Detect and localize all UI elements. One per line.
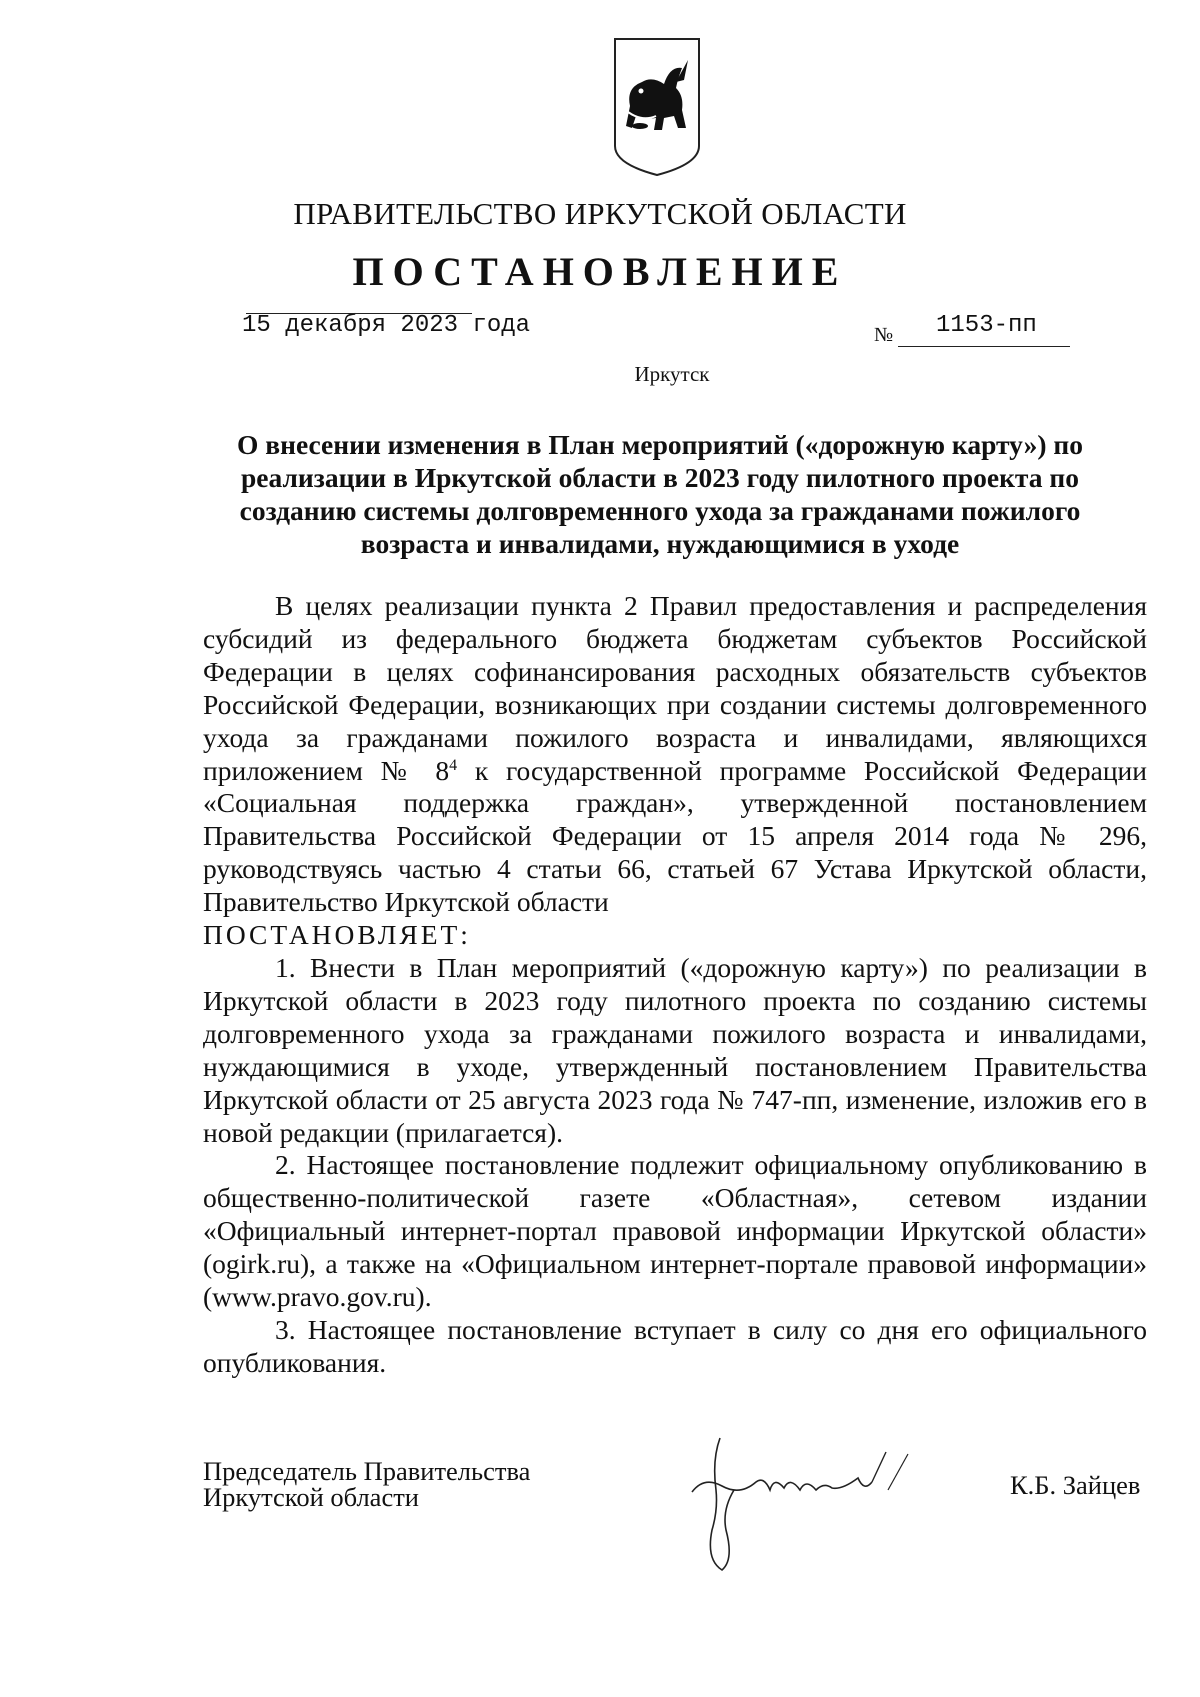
document-date: 15 декабря 2023 года [242,312,531,339]
number-sign: № [874,324,894,346]
position-line-2: Иркутской области [203,1482,419,1512]
preamble-text-1: В целях реализации пункта 2 Правил предоставления и распределения субсидий из федерального бюджета бюджетам субъектов Российской Федерации в целях софинансирования расходных обязательств субъектов Российской Федерации, возникающих при создании системы долговременного ухода за гражданами пожилого возраста и инвалидами, являющихся приложением № 8 [203,590,1147,786]
item-3: 3. Настоящее постановление вступает в силу со дня его официального опубликования. [203,1313,1147,1378]
signatory-position [203,1458,530,1510]
city: Иркутск [634,362,710,386]
document-number: 1153-пп [936,312,1037,339]
preamble-superscript: 4 [449,756,458,774]
document-type: ПОСТАНОВЛЕНИЕ [352,249,848,294]
number-underline [898,346,1070,347]
signatory-name: К.Б. Зайцев [1010,1470,1141,1500]
resolves-heading: ПОСТАНОВЛЯЕТ: [203,919,471,951]
preamble-text-2: к государственной программе Российской Федерации «Социальная поддержка граждан», утвержденной постановлением Правительства Российской Федерации от 15 апреля 2014 года № 296, руководствуясь частью 4 статьи 66, статьей 67 Устава Иркутской области, Правительство Иркутской области [203,754,1147,918]
position-line-1: Председатель Правительства [203,1456,531,1486]
item-1: 1. Внести в План мероприятий («дорожную карту») по реализации в Иркутской области в 2023 году пилотного проекта по созданию системы долговременного ухода за гражданами пожилого возраста и инвалидами, нуждающимися в уходе, утвержденный постановлением Правительства Иркутской области от 25 августа 2023 года № 747-пп, изменение, изложив его в новой редакции (прилагается). [203,951,1147,1148]
date-underline [246,313,472,314]
preamble-paragraph [203,590,1147,919]
coat-of-arms-icon [612,36,702,178]
document-title: О внесении изменения в План мероприятий («дорожную карту») по реализации в Иркутской области в 2023 году пилотного проекта по созданию системы долговременного ухода за гражданами пожилого возраста и инвалидами, нуждающимися в уходе [237,429,1083,559]
organization-name: ПРАВИТЕЛЬСТВО ИРКУТСКОЙ ОБЛАСТИ [293,196,907,231]
document-body [203,590,1147,1380]
handwritten-signature-icon [682,1420,952,1580]
item-2: 2. Настоящее постановление подлежит официальному опубликованию в общественно-политической газете «Областная», сетевом издании «Официальный интернет-портал правовой информации Иркутской области» (ogirk.ru), а также на «Официальном интернет-портале правовой информации» (www.pravo.gov.ru). [203,1149,1147,1313]
